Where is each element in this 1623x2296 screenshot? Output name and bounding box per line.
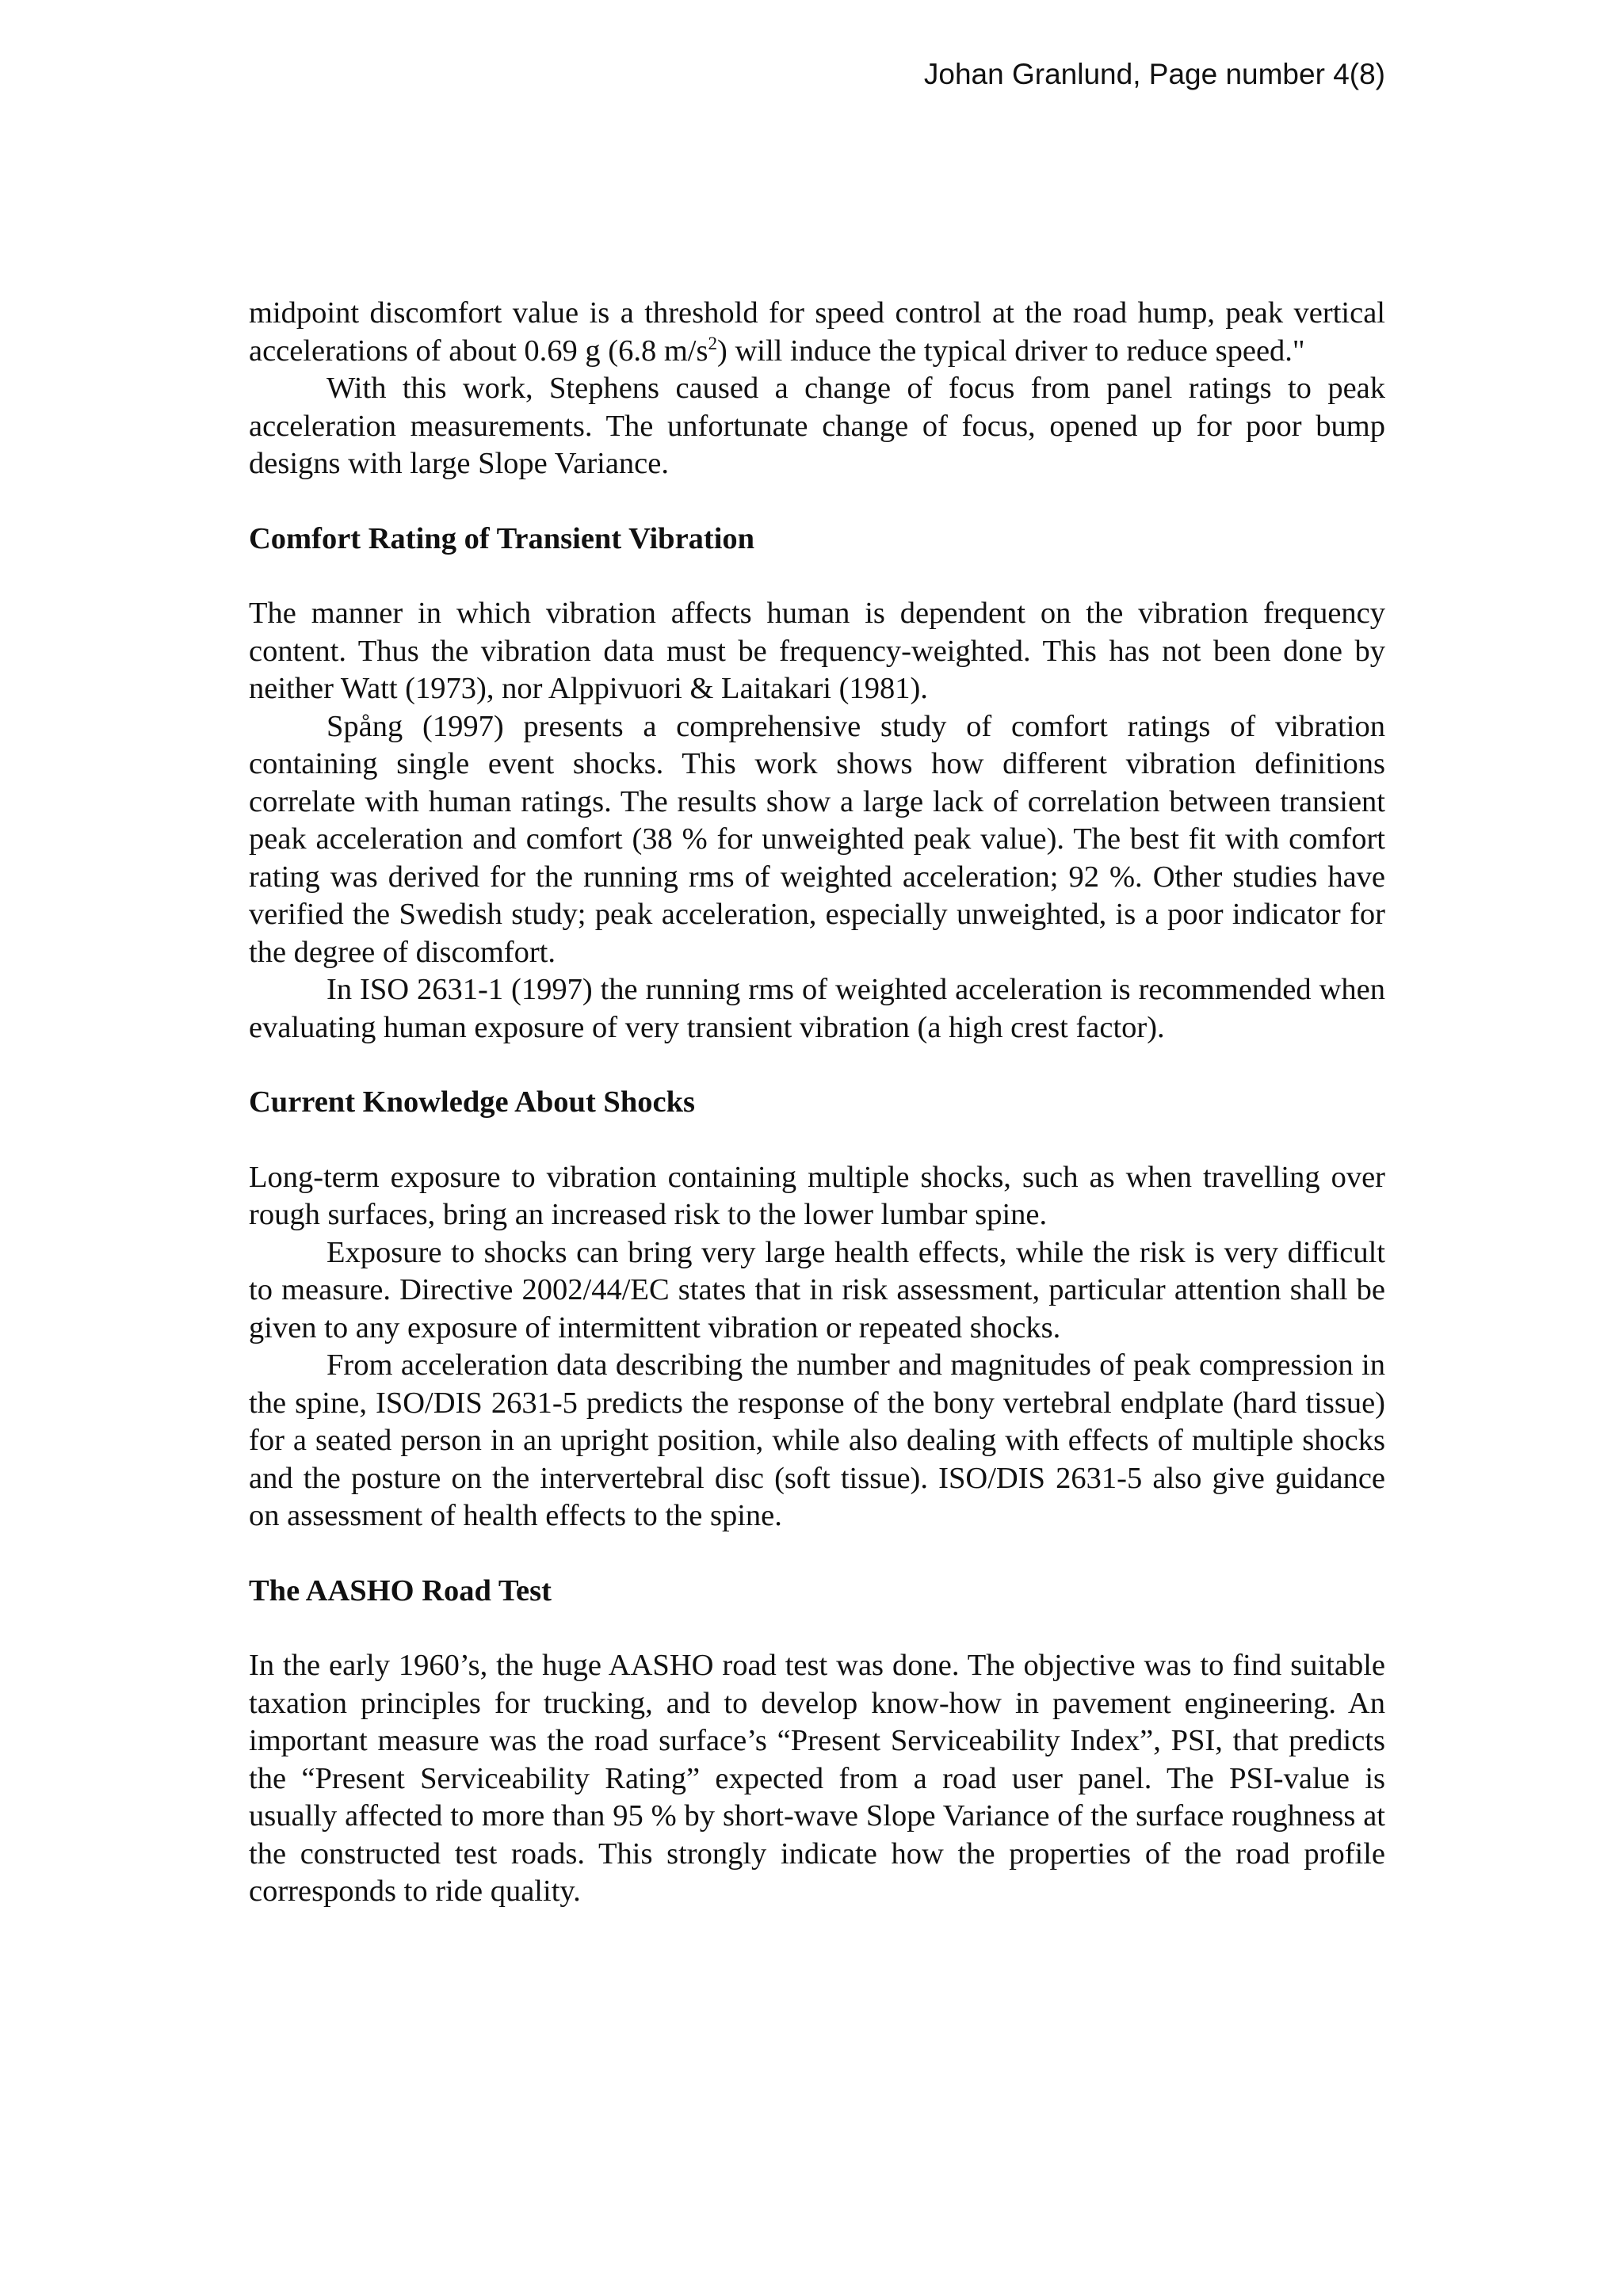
comfort-paragraph-3: In ISO 2631-1 (1997) the running rms of weighted acceleration is recommended when evaluating human exposure of very transient vibration (a high crest factor). bbox=[249, 973, 1385, 1044]
shocks-paragraph-1: Long-term exposure to vibration containing multiple shocks, such as when travelling over rough surfaces, bring an increased risk to the lower lumbar spine. bbox=[249, 1160, 1385, 1231]
intro-text-after: ) will induce the typical driver to reduce speed." bbox=[717, 334, 1305, 368]
intro-text-before: midpoint discomfort value is a threshold for speed control at the road hump, peak vertical accelerations of about 0.69 g (6.8 m/s bbox=[249, 296, 1385, 368]
shocks-paragraph-3: From acceleration data describing the number and magnitudes of peak compression in the spine, ISO/DIS 2631-5 predicts the response of the bony vertebral endplate (hard tissue) for a seated person in an upright position, while also dealing with effects of multiple shocks and the posture on the intervertebral disc (soft tissue). ISO/DIS 2631-5 also give guidance on assessment of health effects to the spine. bbox=[249, 1348, 1385, 1532]
shocks-paragraph-2: Exposure to shocks can bring very large health effects, while the risk is very difficult to measure. Directive 2002/44/EC states that in risk assessment, particular attention shall be given to any exposure of intermittent vibration or repeated shocks. bbox=[249, 1235, 1385, 1344]
aasho-paragraph-1: In the early 1960’s, the huge AASHO road test was done. The objective was to find suitable taxation principles for trucking, and to develop know-how in pavement engineering. An important measure was the road surface’s “Present Serviceability Index”, PSI, that predicts the “Present Serviceability Rating” expected from a road user panel. The PSI-value is usually affected to more than 95 % by short-wave Slope Variance of the surface roughness at the constructed test roads. This strongly indicate how the properties of the road profile corresponds to ride quality. bbox=[249, 1649, 1385, 1908]
comfort-paragraph-1: The manner in which vibration affects human is dependent on the vibration frequency content. Thus the vibration data must be frequency-weighted. This has not been done by neither Watt (1973), nor Alppivuori & Laitakari (1981). bbox=[249, 597, 1385, 705]
document-body bbox=[249, 295, 1385, 1911]
intro-paragraph-1 bbox=[249, 295, 1385, 370]
intro-paragraph-2: With this work, Stephens caused a change of focus from panel ratings to peak acceleration measurements. The unfortunate change of focus, opened up for poor bump designs with large Slope Variance. bbox=[249, 372, 1385, 480]
section-heading-aasho: The AASHO Road Test bbox=[249, 1573, 552, 1608]
page-header: Johan Granlund, Page number 4(8) bbox=[923, 58, 1385, 90]
section-heading-comfort-rating: Comfort Rating of Transient Vibration bbox=[249, 521, 755, 555]
comfort-paragraph-2: Spång (1997) presents a comprehensive study of comfort ratings of vibration containing single event shocks. This work shows how different vibration definitions correlate with human ratings. The results show a large lack of correlation between transient peak acceleration and comfort (38 % for unweighted peak value). The best fit with comfort rating was derived for the running rms of weighted acceleration; 92 %. Other studies have verified the Swedish study; peak acceleration, especially unweighted, is a poor indicator for the degree of discomfort. bbox=[249, 709, 1385, 969]
superscript-exponent: 2 bbox=[708, 332, 718, 353]
section-heading-shocks: Current Knowledge About Shocks bbox=[249, 1085, 695, 1119]
